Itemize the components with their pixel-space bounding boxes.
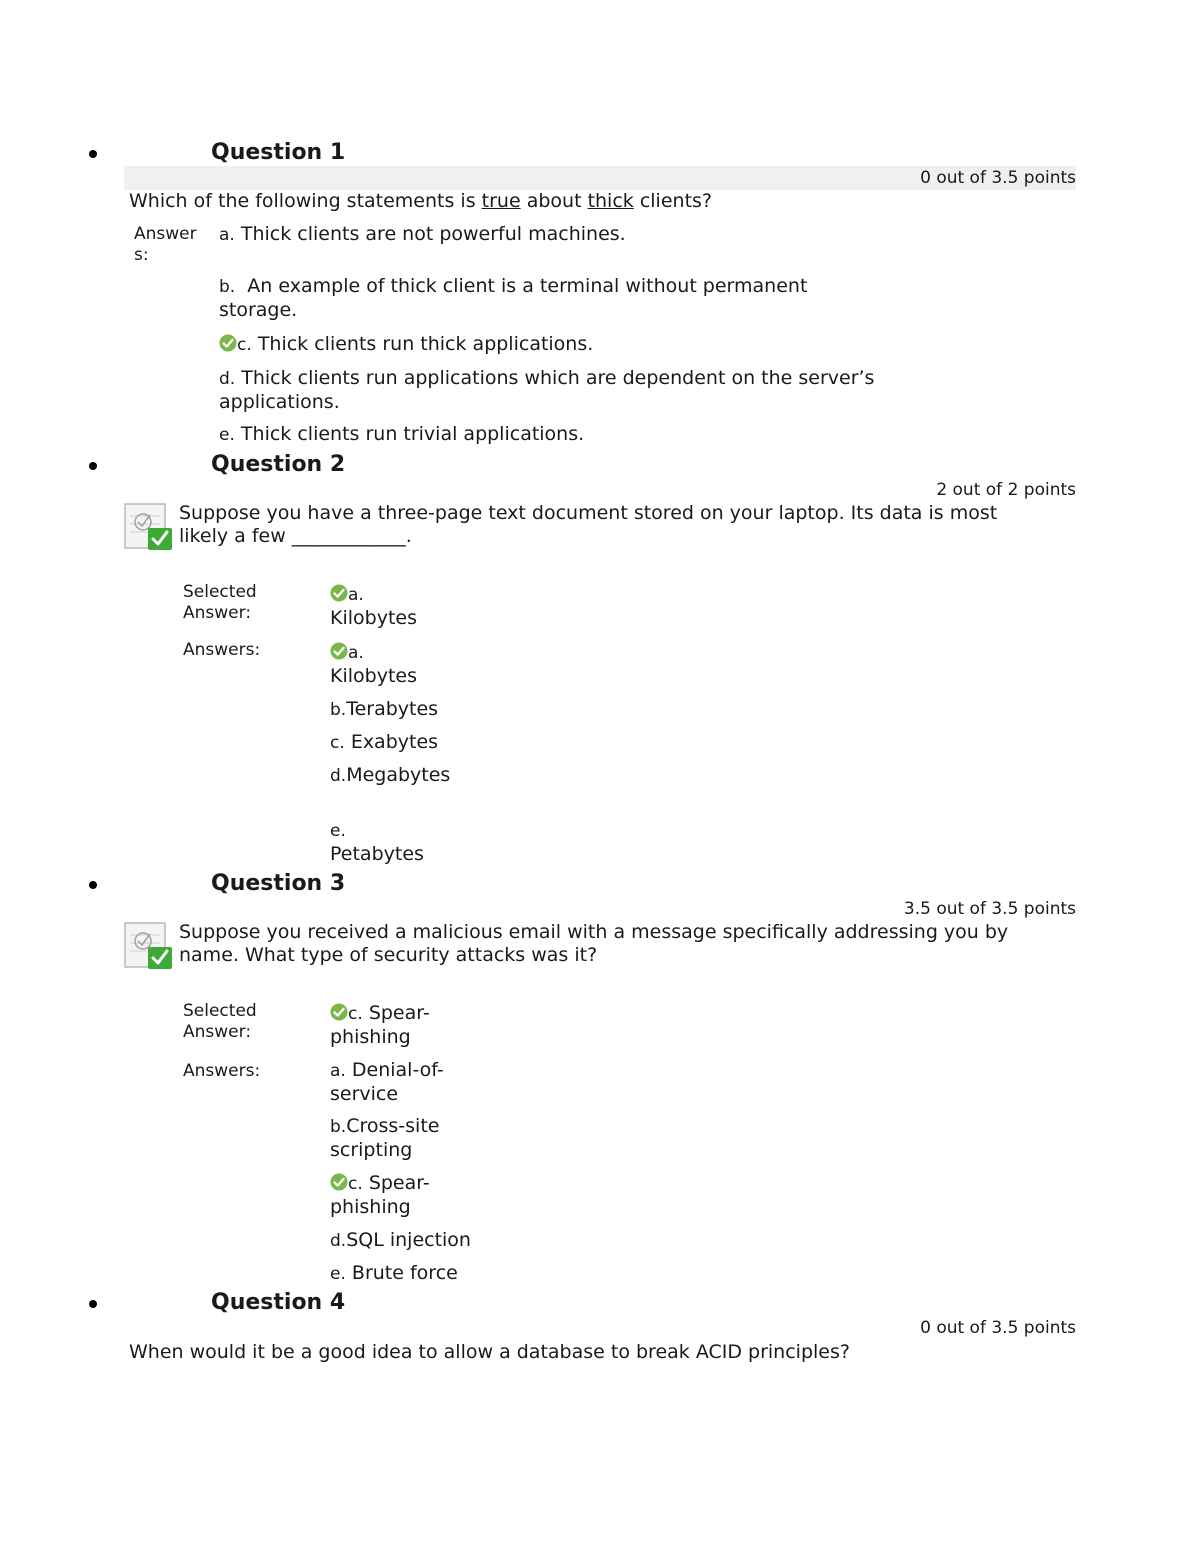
check-circle-icon — [330, 584, 348, 602]
answer-option: e. Thick clients run trivial applications. — [219, 423, 585, 445]
question-1-text: Which of the following statements is true about thick clients? — [129, 190, 713, 212]
check-circle-icon — [330, 1003, 348, 1021]
check-circle-icon — [330, 1173, 348, 1191]
answer-option: d. Thick clients run applications which are dependent on the server’s applications. — [219, 367, 875, 413]
answer-option-correct: c. Thick clients run thick applications. — [219, 333, 909, 357]
question-2-title: Question 2 — [211, 452, 346, 477]
selected-answer: c. Spear-phishing — [330, 1002, 430, 1048]
question-2-score: 2 out of 2 points — [936, 480, 1076, 500]
answer-option: a. Denial-of-service — [330, 1059, 444, 1105]
question-1-title: Question 1 — [211, 140, 346, 165]
list-bullet — [89, 1300, 97, 1308]
answer-option: c. Exabytes — [330, 731, 439, 753]
graded-correct-icon — [124, 921, 174, 971]
answer-option-correct: c. Spear-phishing — [330, 1172, 430, 1218]
answers-label: Answers: — [183, 1061, 261, 1081]
question-3-text: Suppose you received a malicious email with a message specifically addressing you by name. What type of security attacks was it? — [179, 921, 1009, 966]
answer-option: e. Brute force — [330, 1262, 458, 1284]
question-4-title: Question 4 — [211, 1290, 346, 1315]
selected-answer: a. Kilobytes — [330, 585, 417, 629]
list-bullet — [89, 881, 97, 889]
question-4-text: When would it be a good idea to allow a database to break ACID principles? — [129, 1341, 850, 1363]
check-circle-icon — [219, 334, 237, 352]
selected-answer-label: Selected Answer: — [183, 1001, 257, 1042]
answer-option: b.Cross-site scripting — [330, 1115, 440, 1161]
list-bullet — [89, 150, 97, 158]
question-2-text: Suppose you have a three-page text document stored on your laptop. Its data is most likely a few ____________. — [179, 502, 998, 547]
check-circle-icon — [330, 642, 348, 660]
answer-option: b.Terabytes — [330, 698, 439, 720]
graded-correct-icon — [124, 502, 174, 552]
answer-option: d.SQL injection — [330, 1229, 471, 1251]
answers-label: Answers: — [183, 640, 261, 660]
selected-answer-label: Selected Answer: — [183, 582, 257, 623]
answer-option-correct: a. Kilobytes — [330, 643, 417, 687]
answer-option: e. Petabytes — [330, 821, 424, 865]
list-bullet — [89, 462, 97, 470]
question-1-score: 0 out of 3.5 points — [920, 168, 1076, 188]
answers-label: Answers: — [134, 224, 197, 265]
question-3-title: Question 3 — [211, 871, 346, 896]
question-4-score: 0 out of 3.5 points — [920, 1318, 1076, 1338]
question-3-score: 3.5 out of 3.5 points — [903, 899, 1076, 919]
answer-option: b. An example of thick client is a terminal without permanent storage. — [219, 275, 808, 321]
answer-option: a. Thick clients are not powerful machines. — [219, 223, 626, 245]
answer-option: d.Megabytes — [330, 764, 451, 786]
